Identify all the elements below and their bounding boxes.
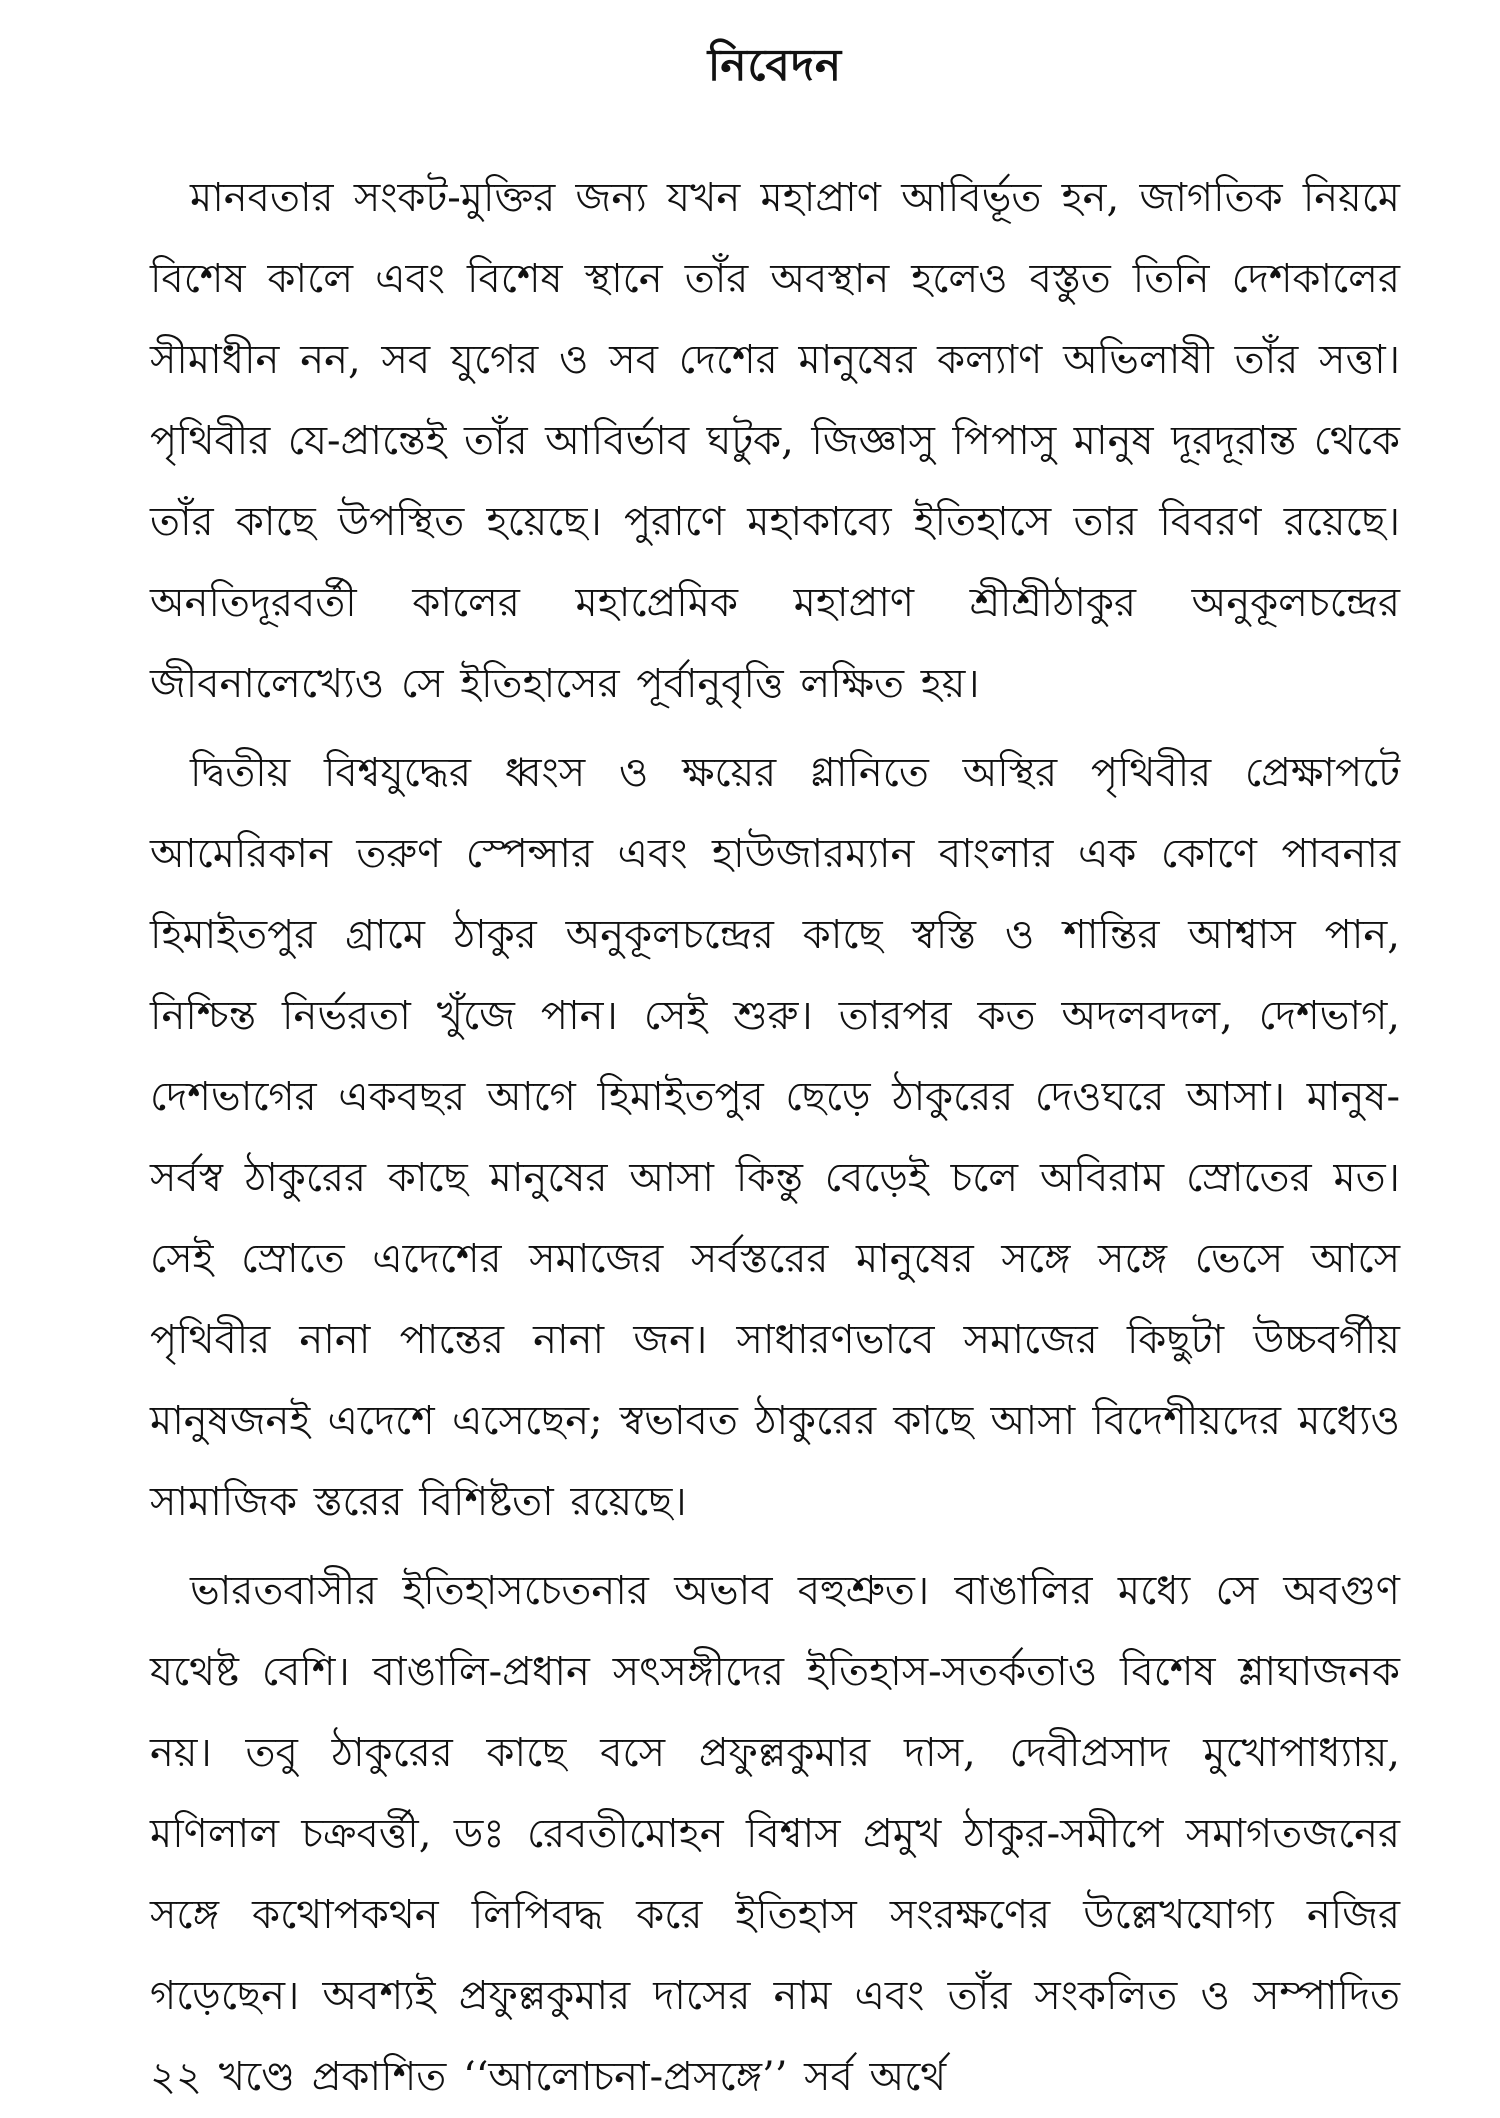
paragraph-1: মানবতার সংকট-মুক্তির জন্য যখন মহাপ্রাণ আবির্ভূত হন, জাগতিক নিয়মে বিশেষ কালে এবং বিশেষ স্থানে তাঁর অবস্থান হলেও বস্তুত তিনি দেশকালের সীমাধীন নন, সব যুগের ও সব দেশের মানুষের কল্যাণ অভিলাষী তাঁর সত্তা। পৃথিবীর যে-প্রান্তেই তাঁর আবির্ভাব ঘটুক, জিজ্ঞাসু পিপাসু মানুষ দূরদূরান্ত থেকে তাঁর কাছে উপস্থিত হয়েছে। পুরাণে মহাকাব্যে ইতিহাসে তার বিবরণ রয়েছে। অনতিদূরবর্তী কালের মহাপ্রেমিক মহাপ্রাণ শ্রীশ্রীঠাকুর অনুকূলচন্দ্রের জীবনালেখ্যেও সে ইতিহাসের পূর্বানুবৃত্তি লক্ষিত হয়। [150, 175, 1400, 707]
document-page [150, 36, 1400, 2100]
page-title: নিবেদন [707, 40, 843, 91]
paragraph-3: ভারতবাসীর ইতিহাসচেতনার অভাব বহুশ্রুত। বাঙালির মধ্যে সে অবগুণ যথেষ্ট বেশি। বাঙালি-প্রধান সৎসঙ্গীদের ইতিহাস-সতর্কতাও বিশেষ শ্লাঘাজনক নয়। তবু ঠাকুরের কাছে বসে প্রফুল্লকুমার দাস, দেবীপ্রসাদ মুখোপাধ্যায়, মণিলাল চক্রবর্ত্তী, ডঃ রেবতীমোহন বিশ্বাস প্রমুখ ঠাকুর-সমীপে সমাগতজনের সঙ্গে কথোপকথন লিপিবদ্ধ করে ইতিহাস সংরক্ষণের উল্লেখযোগ্য নজির গড়েছেন। অবশ্যই প্রফুল্লকুমার দাসের নাম এবং তাঁর সংকলিত ও সম্পাদিত ২২ খণ্ডে প্রকাশিত ‘‘আলোচনা-প্রসঙ্গে’’ সর্ব অর্থে [150, 1568, 1400, 2100]
paragraph-2: দ্বিতীয় বিশ্বযুদ্ধের ধ্বংস ও ক্ষয়ের গ্লানিতে অস্থির পৃথিবীর প্রেক্ষাপটে আমেরিকান তরুণ স্পেন্সার এবং হাউজারম্যান বাংলার এক কোণে পাবনার হিমাইতপুর গ্রামে ঠাকুর অনুকূলচন্দ্রের কাছে স্বস্তি ও শান্তির আশ্বাস পান, নিশ্চিন্ত নির্ভরতা খুঁজে পান। সেই শুরু। তারপর কত অদলবদল, দেশভাগ, দেশভাগের একবছর আগে হিমাইতপুর ছেড়ে ঠাকুরের দেওঘরে আসা। মানুষ-সর্বস্ব ঠাকুরের কাছে মানুষের আসা কিন্তু বেড়েই চলে অবিরাম স্রোতের মত। সেই স্রোতে এদেশের সমাজের সর্বস্তরের মানুষের সঙ্গে সঙ্গে ভেসে আসে পৃথিবীর নানা পান্তের নানা জন। সাধারণভাবে সমাজের কিছুটা উচ্চবর্গীয় মানুষজনই এদেশে এসেছেন; স্বভাবত ঠাকুরের কাছে আসা বিদেশীয়দের মধ্যেও সামাজিক স্তরের বিশিষ্টতা রয়েছে। [150, 750, 1400, 1525]
